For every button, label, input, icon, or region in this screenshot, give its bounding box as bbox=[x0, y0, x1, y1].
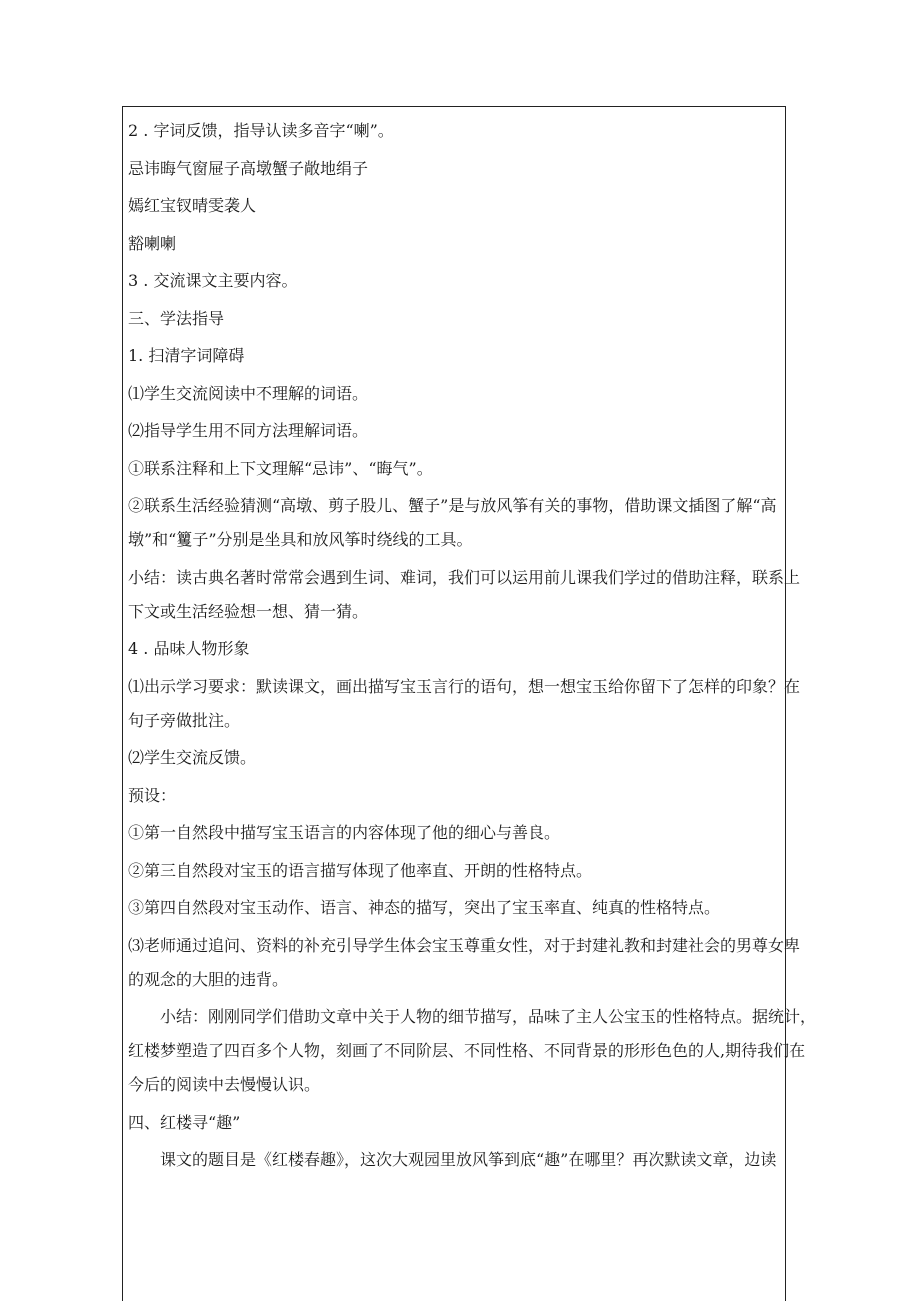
text-line: 预设： bbox=[128, 785, 177, 805]
text-line: ①联系注释和上下文理解“忌讳”、“晦气”。 bbox=[128, 458, 433, 478]
text-line: 忌讳晦气窗屉子高墩蟹子敞地绢子 bbox=[128, 158, 369, 178]
text-line: 3 . 交流课文主要内容。 bbox=[128, 271, 298, 290]
summary-line: 小结：刚刚同学们借助文章中关于人物的细节描写，品味了主人公宝玉的性格特点。据统计， bbox=[160, 1007, 817, 1026]
text-line: 课文的题目是《红楼春趣》，这次大观园里放风筝到底“趣”在哪里？再次默读文章，边读 bbox=[160, 1150, 777, 1169]
text-line: 句子旁做批注。 bbox=[128, 710, 241, 730]
text-line: 4 . 品味人物形象 bbox=[128, 639, 250, 658]
text-line: ⑴学生交流阅读中不理解的词语。 bbox=[128, 383, 369, 403]
summary-line: 红楼梦塑造了四百多个人物，刻画了不同阶层、不同性格、不同背景的形形色色的人,期待我们在 bbox=[128, 1041, 806, 1060]
lesson-plan-text bbox=[128, 121, 817, 1170]
section-heading: 四、红楼寻“趣” bbox=[128, 1112, 241, 1132]
text-line: 墩”和“籰子”分别是坐具和放风筝时绕线的工具。 bbox=[128, 530, 473, 549]
summary-line: 小结：读古典名著时常常会遇到生词、难词，我们可以运用前儿课我们学过的借助注释，联系上 bbox=[128, 567, 801, 587]
summary-line: 今后的阅读中去慢慢认识。 bbox=[128, 1075, 321, 1094]
text-line: ⑴出示学习要求：默读课文，画出描写宝玉言行的语句，想一想宝玉给你留下了怎样的印象？在 bbox=[128, 676, 801, 696]
summary-line: 下文或生活经验想一想、猜一猜。 bbox=[128, 601, 369, 621]
text-line: ②联系生活经验猜测“高墩、剪子股儿、蟹子”是与放风筝有关的事物，借助课文插图了解“高 bbox=[128, 496, 777, 515]
text-line: ①第一自然段中描写宝玉语言的内容体现了他的细心与善良。 bbox=[128, 823, 561, 842]
section-heading: 三、学法指导 bbox=[128, 308, 225, 328]
text-line: 嫣红宝钗晴雯袭人 bbox=[128, 196, 257, 215]
text-line: 豁喇喇 bbox=[128, 233, 177, 253]
text-line: ⑵指导学生用不同方法理解词语。 bbox=[128, 421, 369, 440]
text-line: ②第三自然段对宝玉的语言描写体现了他率直、开朗的性格特点。 bbox=[128, 860, 593, 880]
text-line: ⑶老师通过追问、资料的补充引导学生体会宝玉尊重女性，对于封建礼教和封建社会的男尊女卑 bbox=[128, 935, 801, 955]
text-line: 的观念的大胆的违背。 bbox=[128, 969, 289, 989]
text-line: 2 . 字词反馈，指导认读多音字“喇”。 bbox=[128, 121, 394, 140]
text-line: ③第四自然段对宝玉动作、语言、神态的描写，突出了宝玉率直、纯真的性格特点。 bbox=[128, 898, 721, 917]
text-line: ⑵学生交流反馈。 bbox=[128, 748, 257, 767]
text-line: 1. 扫清字词障碍 bbox=[128, 346, 245, 365]
